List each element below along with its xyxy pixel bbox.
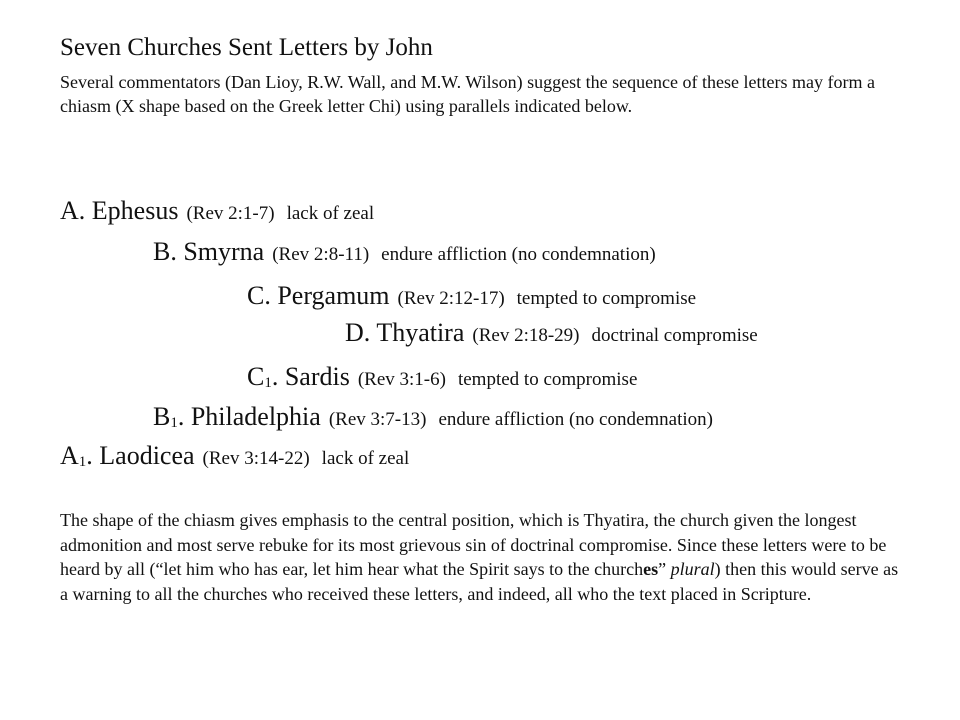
chiasm-row-d: D. Thyatira (Rev 2:18-29) doctrinal compromise: [345, 318, 758, 347]
conclusion-paragraph: [60, 508, 910, 606]
chiasm-row-b1: B1. Philadelphia (Rev 3:7-13) endure affliction (no condemnation): [153, 402, 713, 431]
chiasm-label: D: [345, 318, 364, 347]
church-name: Laodicea: [99, 441, 195, 470]
chiasm-subscript: 1: [170, 415, 178, 431]
scripture-reference: (Rev 2:18-29): [472, 325, 580, 346]
chiasm-label: B: [153, 402, 171, 431]
conclusion-emphasis: es: [643, 559, 659, 579]
chiasm-row-a1: A1. Laodicea (Rev 3:14-22) lack of zeal: [60, 441, 410, 470]
chiasm-theme: lack of zeal: [286, 203, 375, 224]
church-name: Pergamum: [277, 281, 390, 310]
church-name: Thyatira: [376, 318, 465, 347]
chiasm-theme: lack of zeal: [321, 448, 410, 469]
church-name: Philadelphia: [190, 402, 321, 431]
page-title: Seven Churches Sent Letters by John: [60, 34, 433, 61]
scripture-reference: (Rev 2:1-7): [186, 203, 275, 224]
scripture-reference: (Rev 3:1-6): [357, 369, 446, 390]
scripture-reference: (Rev 2:12-17): [397, 288, 505, 309]
chiasm-theme: tempted to compromise: [457, 369, 638, 390]
chiasm-label: C: [247, 362, 265, 391]
scripture-reference: (Rev 2:8-11): [272, 244, 370, 265]
chiasm-label: C: [247, 281, 265, 310]
conclusion-italic: plural: [670, 559, 715, 579]
conclusion-text-end: ) then this would serve as a warning to all the churches who received these letters, and indeed, all who the text placed in Scripture.: [60, 559, 899, 604]
chiasm-row-b: B. Smyrna (Rev 2:8-11) endure affliction (no condemnation): [153, 237, 656, 266]
church-name: Smyrna: [183, 237, 265, 266]
chiasm-row-c1: C1. Sardis (Rev 3:1-6) tempted to compromise: [247, 362, 638, 391]
chiasm-theme: endure affliction (no condemnation): [381, 244, 656, 265]
chiasm-theme: tempted to compromise: [516, 288, 697, 309]
chiasm-label: B: [153, 237, 171, 266]
conclusion-quote-close: ”: [658, 559, 671, 579]
scripture-reference: (Rev 3:14-22): [202, 448, 310, 469]
intro-paragraph: Several commentators (Dan Lioy, R.W. Wall, and M.W. Wilson) suggest the sequence of these letters may form a chiasm (X shape based on the Greek letter Chi) using parallels indicated below.: [60, 72, 875, 116]
conclusion-text: The shape of the chiasm gives emphasis to the central position, which is Thyatira, the church given the longest admonition and most serve rebuke for its most grievous sin of doctrinal compromise. Since these letters were to be heard by all (“let him who has ear, let him hear what the Spirit says to the church: [60, 510, 887, 579]
chiasm-label: A: [60, 441, 79, 470]
church-name: Ephesus: [91, 196, 179, 225]
chiasm-row-c: C. Pergamum (Rev 2:12-17) tempted to compromise: [247, 281, 697, 310]
chiasm-label: A: [60, 196, 79, 225]
chiasm-theme: endure affliction (no condemnation): [438, 409, 713, 430]
chiasm-subscript: 1: [78, 454, 87, 470]
scripture-reference: (Rev 3:7-13): [328, 409, 427, 430]
chiasm-subscript: 1: [264, 375, 272, 391]
chiasm-row-a: A. Ephesus (Rev 2:1-7) lack of zeal: [60, 196, 375, 225]
chiasm-theme: doctrinal compromise: [591, 325, 758, 346]
church-name: Sardis: [284, 362, 350, 391]
